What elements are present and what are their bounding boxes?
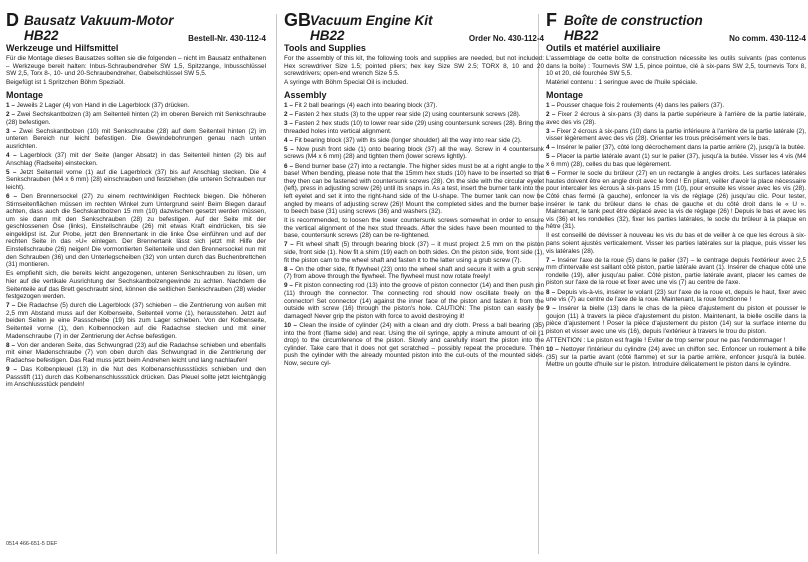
title: Bausatz Vakuum-Motor [24, 13, 174, 28]
step: 2 – Fixer 2 écrous à six-pans (3) dans la partie supérieure à l'arrière de la partie latérale, avec des vis (28). [546, 110, 806, 126]
step: 1 – Pousser chaque fois 2 roulements (4) dans les paliers (37). [546, 101, 724, 109]
step: 8 – Von der anderen Seite, das Schwungrad (23) auf die Radachse schieben und ebenfalls mit einer Madenschraube (7) von oben durch das Schwungrad in die Zentrierung der Radachse befestigen. Das Rad muss jetzt beim Andrehen leicht und lang nachlaufen! [6, 341, 266, 364]
header-german [6, 10, 266, 43]
tools-text: L'assemblage de cette boîte de construction nécessite les outils suivants (pas contenus dans la boîte) : Tournevis SW 1,5, pince pointue, clé à six-pans SW 2,5, tournevis Torx 8, 10 et 20, clé fourchée SW 5,5. [546, 55, 806, 78]
step: 10 – Clean the inside of cylinder (24) with a clean and dry cloth. Press a ball bearing (35) into the front (flame side) and rear. Using the oil syringe, apply a minute amount of oil (1 drop) to the circumference of the piston. Slowly and carefully insert the piston into the cylinder. Take care that it does not get scratched – possibly repeat the procedure. Then push the cylinder with the already mounted piston into the cut-outs of the mounted sides. Now, secure cyl- [284, 321, 545, 367]
title: Vacuum Engine Kit [310, 13, 433, 28]
step: Il est conseillé de dévisser à nouveau les vis du bas et de veiller à ce que les écrous à six-pans soient ajustés verticalement. Visser les parties latérales sur la plaque, puis visser les vis latérales (28). [546, 232, 806, 255]
assembly-heading: Montage [6, 89, 43, 100]
step: 7 – Die Radachse (5) durch die Lagerblock (37) schieben – die Zentrierung von außen mit 2,5 mm Abstand muss auf der Kolbenseite, Seitenteil vorne (1), herausstehen. Jetzt auf beiden Seiten je eine Passscheibe (19) bis zum Lager schieben. Von der Kolbenseite, Seitenteil vorne (1), den Kolbennocken auf die Radachse stecken und mit einer Madenschraube (7) in der Zentrierung der Achse befestigen. [6, 302, 266, 340]
model: HB22 [310, 28, 345, 43]
step: 7 – Fit wheel shaft (5) through bearing block (37) – it must project 2.5 mm on the piston side, front side (1). Now fit a shim (19) each on both sides. On the piston side, front side (1), fit the piston cam to the wheel shaft and fasten it to the latter using a grub screw (7). [284, 241, 544, 264]
order-number: Bestell-Nr. 430-112-4 [188, 34, 266, 43]
language-letter: GB [284, 10, 311, 30]
order-number: No comm. 430-112-4 [729, 34, 806, 43]
tools-heading: Outils et matériel auxiliaire [546, 43, 661, 53]
column-german [6, 10, 267, 390]
step: 1 – Jeweils 2 Lager (4) von Hand in die Lagerblock (37) drücken. [6, 101, 190, 109]
tools-note: Beigefügt ist 1 Spritzchen Böhm Speziaöl. [6, 79, 126, 87]
step: 9 – Das Kolbenpleuel (13) in die Nut des Kolbenanschlussstücks schieben und den Passstift (11) durch das Kolbenanschlussstück drücken. Das Pleuel sollte jetzt leichtgängig im Anschlussstück pendeln! [6, 365, 266, 389]
header-english [284, 10, 544, 43]
model: HB22 [564, 28, 599, 43]
step: 10 – Nettoyer l'intérieur du cylindre (24) avec un chiffon sec. Enfoncer un roulement à bille (35) sur la partie avant (côté flamme) et sur la partie arrière, enfoncer jusqu'à la butée. Mettre un goutte d'huile sur le piston. Introduire délicatement le piston dans le cylindre. [546, 346, 806, 369]
step: 1 – Fit 2 ball bearings (4) each into bearing block (37). [284, 101, 438, 109]
step: 7 – Insérer l'axe de la roue (5) dans le palier (37) – le centrage depuis l'extérieur avec 2,5 mm d'intervalle est saillant côté piston, partie latérale avant (1). Insérer de chaque côté une rondelle (19), aller jusqu'au palier. Côté piston, partie latérale avant, placer les cames de piston sur l'axe de la roue et fixer avec une vis (7) au centre de l'axe. [546, 256, 807, 287]
step: 4 – Insérer le palier (37), côté long décrochement dans la partie arrière (2), jusqu'à la butée. [546, 144, 806, 152]
step: Es empfiehlt sich, die bereits leicht angezogenen, unteren Senkschrauben zu lösen, um hier auf die vertikale Ausrichtung der Sechskantbolzengewinde zu achten. Nachdem die Seitenteile auf das Brett geschraubt sind, können die seitlichen Senkschrauben (28) wieder festgezogen werden. [6, 270, 266, 301]
step: It is recommended, to loosen the lower countersunk screws somewhat in order to ensure the vertical alignment of the hex stud threads. After the sides have been mounted to the base, countersunk screws (28) can be re-tightened. [284, 217, 544, 240]
step: 5 – Now push front side (1) onto bearing block (37) all the way. Screw in 4 countersunk screws (M4 x 6 mm) (28) and tighten them (lower screws lightly). [284, 145, 544, 161]
tools-heading: Tools and Supplies [284, 43, 366, 53]
step: 3 – Fixer 2 écrous à six-pans (10) dans la partie inférieure à l'arrière de la partie latérale (2), visser légèrement avec des vis (28). Orienter les trous précisément vers le bas. [546, 127, 807, 143]
column-english [284, 10, 545, 369]
column-french [546, 10, 807, 370]
tools-note: A syringe with Böhm Special Oil is included. [284, 79, 408, 87]
step: 2 – Fasten 2 hex studs (3) to the upper rear side (2) using countersunk screws (28). [284, 110, 521, 118]
step: 9 – Fit piston connecting rod (13) into the groove of piston connector (14) and then push pin (11) through the connector. The connecting rod should now oscillate freely on the connector! Set connector (14) against the inner face of the piston and fasten it from the outside with screw (16) through the piston's hole. CAUTION: The piston can easily be damaged! Never grip the piston with force to avoid destroying it! [284, 282, 545, 320]
model: HB22 [24, 28, 59, 43]
document-code: 0514 466-651-5 DEF [6, 541, 58, 547]
tools-text: For the assembly of this kit, the following tools and supplies are needed, but not included: Hex screwdriver Size 1.5; pointed pliers; hex key Size SW 2.5; TORX 8, 10 and 20 screwdrivers; open-end wrench Size 5.5. [284, 55, 544, 78]
steps-german [6, 102, 266, 389]
header-french [546, 10, 806, 43]
step: 4 – Lagerblock (37) mit der Seite (langer Absatz) in das Seitenteil hinten (2) bis auf Anschlag (Radseite) einstecken. [6, 151, 266, 167]
tools-note: Matériel contenu : 1 seringue avec de l'huile spéciale. [546, 79, 698, 87]
steps-french [546, 102, 806, 369]
assembly-heading: Montage [546, 89, 583, 100]
step: 8 – On the other side, fit flywheel (23) onto the wheel shaft and secure it with a grub screw (7) from above through the flywheel. The flywheel must now rotate freely! [284, 265, 544, 281]
tools-heading: Werkzeuge und Hilfsmittel [6, 43, 119, 53]
tools-text: Für die Montage dieses Bausatzes sollten sie die folgenden – nicht im Bausatz enthaltenen – Werkzeuge bereit halten: Inbus-Schraubendreher SW 1,5, Spitzzange, Inbusschlüssel SW 2,5, Torx 8-, 10- und 20-Schraubendreher, Gabelschlüssel SW 5,5. [6, 55, 266, 78]
step: 6 – Bend burner base (27) into a rectangle. The higher sides must be at a right angle to the base! When bending, please note that the 15mm hex studs (10) have to be inserted so that they then can be fastened with countersunk screws (28). On the side with the circular eyelet (left), press in adjusting screw (26) until its snaps in. As a test, insert the burner tank into the left eyelet and set it into the right-hand side of the U-shape. The burner tank can now be angled by means of adjusting screw (26)! Mount the completed sides and the burner base to beech base (31) using screws (36) and washers (32). [284, 162, 545, 216]
title: Boîte de construction [564, 13, 703, 28]
step: 3 – Fasten 2 hex studs (10) to lower rear side (29) using countersunk screws (28). Bring the threaded holes into vertical alignment. [284, 120, 545, 135]
step: 5 – Jetzt Seitenteil vorne (1) auf die Lagerblock (37) bis auf Anschlag stecken. Die 4 Senkschrauben (M4 x 6 mm) (28) einschrauben und festziehen (die unteren Schrauben nur leicht). [6, 168, 267, 191]
step: 8 – Depuis vis-à-vis, insérer le volant (23) sur l'axe de la roue et, depuis le haut, fixer avec une vis (7) au centre de l'axe de la roue. Maintenant, la roue fonctionne ! [546, 288, 807, 304]
language-letter: F [546, 10, 557, 30]
step: 9 – Insérer la bielle (13) dans le chas de la pièce d'ajustement du piston et pousser le goujon (11) à travers la pièce d'ajustement du piston. Maintenant, la bielle oscille dans la pièce d'ajustement ! Poser la pièce d'ajustement du piston (14) sur la surface interne du piston et visser avec une vis (16), depuis l'extérieur à travers le trou du piston. [546, 305, 806, 335]
assembly-heading: Assembly [284, 89, 327, 100]
step: 4 – Fit bearing block (37) with its side (longer shoulder) all the way into rear side (2). [284, 136, 522, 144]
steps-english [284, 102, 544, 368]
step: 2 – Zwei Sechskantbolzen (3) am Seitenteil hinten (2) im oberen Bereich mit Senkschraube (28) befestigen. [6, 110, 267, 126]
step: 6 – Former le socle du brûleur (27) en un rectangle à angles droits. Les surfaces latérales hautes doivent être en angle droit avec le fond ! En pliant, veiller d'avoir la place nécessaire pour intercaler les écrous à six-pans 15 mm (10), pour ensuite les visser avec les vis (28). Côté chas fermé (à gauche), enfoncer la vis de réglage (26) jusqu'au clic. Pour tester, insérer le tank du brûleur dans le chas de gauche et du côté droit dans le « U ». Maintenant, le tank peut être déplacé avec la vis de réglage (26) ! Depuis le bas et avec les vis (36) et les rondelles (32), fixer les parties latérales, le socle du brûleur à la plaque en hêtre (31). [546, 170, 806, 231]
step: ATTENTION : Le piston est fragile ! Eviter de trop serrer pour ne pas l'endommager ! [546, 337, 786, 345]
step: 5 – Placer la partie latérale avant (1) sur le palier (37), jusqu'à la butée. Visser les 4 vis (M4 x 6 mm) (28), celles du bas que légèrement. [546, 153, 806, 169]
column-divider-1 [276, 14, 277, 554]
step: 6 – Den Brennersockel (27) zu einem rechtwinkligen Rechteck biegen. Die höheren Stirnseitenflächen müssen im rechten Winkel zum Untergrund sein! Beim Biegen darauf achten, dass auch die Sechskantbolzen 15 mm (10) dazwischen gesetzt werden müssen, um sie dann mit den Senkschrauben (28) zu befestigen. Auf der Seite mit der geschlossenen Öse (links), Einstellschraube (26) mit etwas Kraft eindrücken, bis sie eingeklipst ist. Zur Probe, jetzt den Brennertank in die linke Öse einführen und auf der rechten Seite in das »U« einlegen. Der Brennertank lässt sich jetzt mit Hilfe der Einstellschraube (26) neigen! Die vormontierten Seitenteile und den Brennersockel nun mit den Schrauben (36) und den Unterlegscheiben (32) von unten durch das Buchenbrettchen (31) montieren. [6, 192, 266, 269]
order-number: Order No. 430-112-4 [468, 34, 544, 43]
language-letter: D [6, 10, 19, 30]
step: 3 – Zwei Sechskantbolzen (10) mit Senkschraube (28) auf dem Seitenteil hinten (2) im unteren Bereich nur leicht befestigen. Die Gewindebohrungen genau nach unten ausrichten. [6, 127, 267, 150]
